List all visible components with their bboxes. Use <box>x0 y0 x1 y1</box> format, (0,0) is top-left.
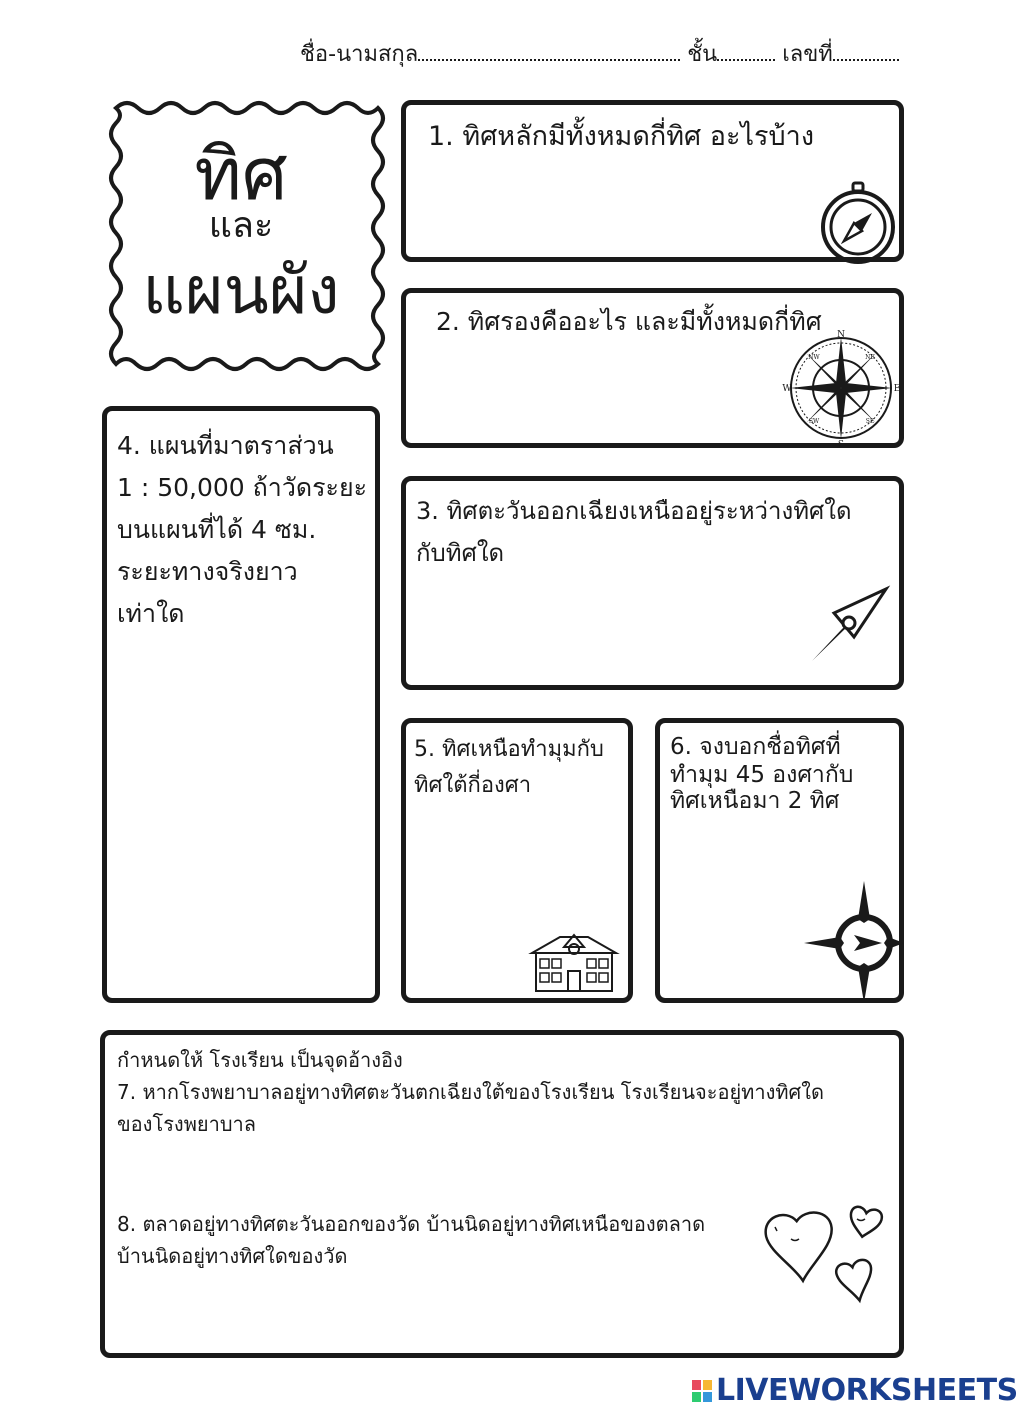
title-panel <box>102 100 380 372</box>
question-3-line-2: กับทิศใด <box>416 539 505 567</box>
rose-letter-se: SE <box>865 418 875 425</box>
liveworksheets-logo <box>692 1373 1018 1408</box>
question-3-box[interactable] <box>401 476 904 690</box>
title-line-1: ทิศ <box>194 132 288 216</box>
rose-letter-e: E <box>893 384 901 394</box>
question-5-line-1: 5. ทิศเหนือทำมุมกับ <box>414 737 604 762</box>
question-3-line-1: 3. ทิศตะวันออกเฉียงเหนืออยู่ระหว่างทิศใด <box>416 497 852 525</box>
compass-needle-icon <box>808 585 890 665</box>
compass-rose-icon <box>782 330 902 450</box>
rose-letter-nw: NW <box>808 354 820 361</box>
reference-intro: กำหนดให้ โรงเรียน เป็นจุดอ้างอิง <box>117 1048 403 1072</box>
question-6-line-2: ทำมุม 45 องศากับ <box>670 762 854 788</box>
question-2-box[interactable] <box>401 288 904 448</box>
question-7-line-1: 7. หากโรงพยาบาลอยู่ทางทิศตะวันตกเฉียงใต้ของโรงเรียน โรงเรียนจะอยู่ทางทิศใด <box>117 1080 824 1104</box>
name-label: ชื่อ-นามสกุล <box>300 42 419 67</box>
question-4-box[interactable] <box>102 406 380 1003</box>
question-8-line-1: 8. ตลาดอยู่ทางทิศตะวันออกของวัด บ้านนิดอยู่ทางทิศเหนือของตลาด <box>117 1212 706 1236</box>
question-4-line-5: เท่าใด <box>117 599 185 628</box>
question-7-line-2: ของโรงพยาบาล <box>117 1112 257 1136</box>
question-6-line-3: ทิศเหนือมา 2 ทิศ <box>670 788 840 814</box>
hearts-doodle-icon <box>761 1203 897 1313</box>
liveworksheets-logo-icon <box>692 1380 712 1402</box>
compass-star-icon <box>804 879 904 1003</box>
number-label: เลขที่ <box>782 42 833 67</box>
question-4-line-2: 1 : 50,000 ถ้าวัดระยะ <box>117 473 368 502</box>
question-8-line-2: บ้านนิดอยู่ทางทิศใดของวัด <box>117 1244 348 1268</box>
rose-letter-s: S <box>837 440 845 450</box>
question-5-line-2: ทิศใต้กี่องศา <box>414 773 532 798</box>
question-4-line-1: 4. แผนที่มาตราส่วน <box>117 431 334 460</box>
class-field[interactable] <box>717 41 775 61</box>
number-field[interactable] <box>833 41 899 61</box>
question-6-box[interactable] <box>655 718 904 1003</box>
questions-7-8-box[interactable] <box>100 1030 904 1358</box>
rose-letter-ne: NE <box>865 354 875 361</box>
school-building-icon <box>530 933 618 993</box>
title-line-2: และ <box>208 205 274 246</box>
question-6-line-1: 6. จงบอกชื่อทิศที่ <box>670 734 841 760</box>
liveworksheets-brand-text: LIVEWORKSHEETS <box>716 1373 1018 1408</box>
question-1-text: 1. ทิศหลักมีทั้งหมดกี่ทิศ อะไรบ้าง <box>428 121 815 152</box>
compass-icon <box>816 181 900 265</box>
question-5-box[interactable] <box>401 718 633 1003</box>
question-4-line-3: บนแผนที่ได้ 4 ซม. <box>117 515 317 544</box>
name-field[interactable] <box>418 41 680 61</box>
question-2-text: 2. ทิศรองคืออะไร และมีทั้งหมดกี่ทิศ <box>436 307 822 336</box>
class-label: ชั้น <box>687 42 718 67</box>
question-4-line-4: ระยะทางจริงยาว <box>117 557 298 586</box>
rose-letter-w: W <box>782 384 792 394</box>
question-1-box[interactable] <box>401 100 904 262</box>
title-line-3: แผนผัง <box>142 252 340 329</box>
rose-letter-n: N <box>837 330 845 340</box>
student-info-line <box>300 36 899 71</box>
rose-letter-sw: SW <box>808 418 820 425</box>
